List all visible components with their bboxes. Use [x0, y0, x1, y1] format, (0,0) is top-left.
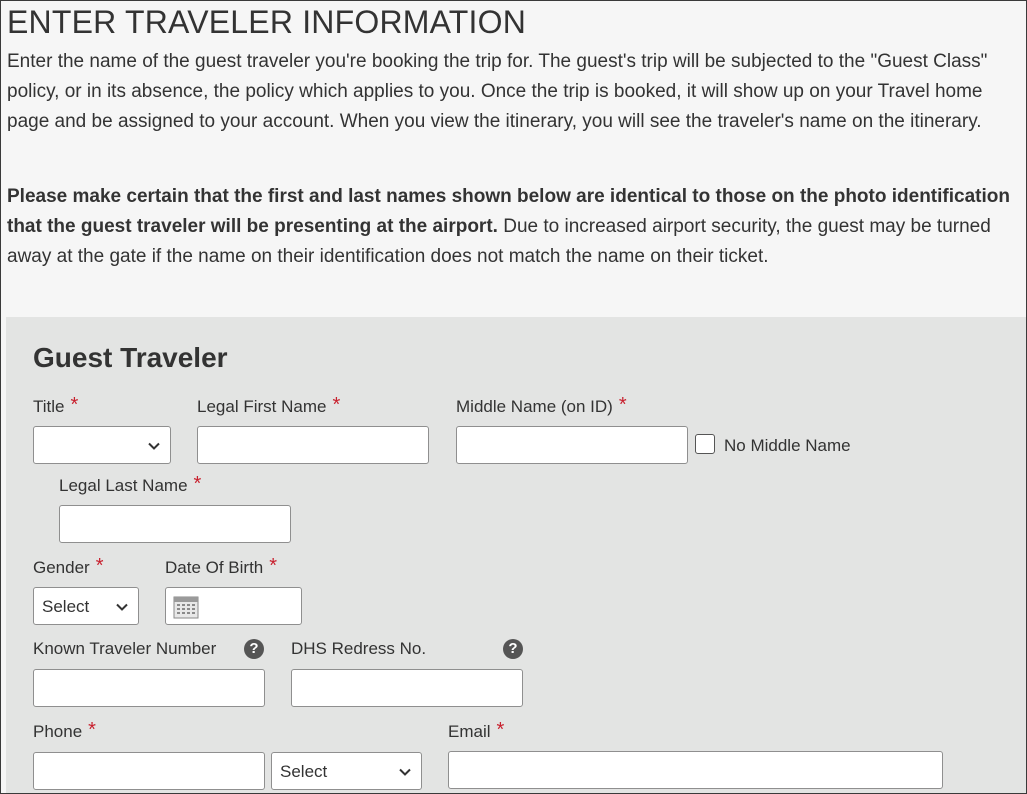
calendar-icon[interactable]	[173, 595, 199, 619]
gender-select[interactable]	[33, 587, 139, 625]
title-label-text: Title	[33, 397, 65, 416]
first-name-label	[197, 396, 340, 417]
middle-name-label	[456, 396, 627, 417]
dob-label	[165, 557, 277, 578]
dhs-redress-help-icon[interactable]: ?	[503, 639, 523, 659]
dob-input[interactable]	[165, 587, 302, 625]
email-label-text: Email	[448, 722, 491, 741]
chevron-down-icon	[398, 765, 412, 779]
no-middle-name-checkbox[interactable]	[695, 434, 715, 454]
email-label	[448, 721, 504, 742]
warning-bold-text: Please make certain that the first and last names shown below are identical to those on the photo identification that the guest traveler will be presenting at the airport.	[7, 186, 1010, 237]
required-mark: *	[193, 473, 202, 495]
required-mark: *	[618, 394, 627, 416]
required-mark: *	[496, 719, 505, 741]
required-mark: *	[70, 394, 79, 416]
phone-type-select-value: Select	[280, 762, 328, 781]
gender-label	[33, 557, 104, 578]
phone-input[interactable]	[33, 752, 265, 790]
phone-label	[33, 721, 96, 742]
dhs-redress-input[interactable]	[291, 669, 523, 707]
section-title: Guest Traveler	[33, 342, 228, 373]
intro-text: Enter the name of the guest traveler you're booking the trip for. The guest's trip will be subjected to the "Guest Class" policy, or in its absence, the policy which applies to you. Once the trip is booked, it will show up on your Travel home page and be assigned to your account. When you view the itinerary, you will see the traveler's name on the itinerary.	[7, 51, 988, 132]
email-input[interactable]	[448, 751, 943, 789]
known-traveler-help-icon[interactable]: ?	[244, 639, 264, 659]
dob-label-text: Date Of Birth	[165, 558, 264, 577]
last-name-label	[59, 475, 201, 496]
middle-name-label-text: Middle Name (on ID)	[456, 397, 613, 416]
chevron-down-icon	[115, 600, 129, 614]
gender-label-text: Gender	[33, 558, 90, 577]
required-mark: *	[332, 394, 341, 416]
page-title: ENTER TRAVELER INFORMATION	[7, 4, 527, 40]
last-name-input[interactable]	[59, 505, 291, 543]
title-label	[33, 396, 78, 417]
known-traveler-label: Known Traveler Number	[33, 639, 217, 658]
phone-label-text: Phone	[33, 722, 83, 741]
dhs-redress-label: DHS Redress No.	[291, 639, 427, 658]
guest-traveler-panel	[6, 317, 1027, 794]
required-mark: *	[269, 555, 278, 577]
last-name-label-text: Legal Last Name	[59, 476, 188, 495]
warning-text	[7, 182, 1021, 272]
middle-name-input[interactable]	[456, 426, 688, 464]
phone-type-select[interactable]	[271, 752, 422, 790]
gender-select-value: Select	[42, 597, 90, 616]
chevron-down-icon	[147, 439, 161, 453]
no-middle-name-label[interactable]: No Middle Name	[724, 436, 851, 455]
warning-rest-text: Due to increased airport security, the guest may be turned away at the gate if the name on their identification does not match the name on their ticket.	[7, 216, 991, 267]
title-select[interactable]	[33, 426, 171, 464]
required-mark: *	[95, 555, 104, 577]
required-mark: *	[88, 719, 96, 741]
first-name-label-text: Legal First Name	[197, 397, 327, 416]
first-name-input[interactable]	[197, 426, 429, 464]
known-traveler-input[interactable]	[33, 669, 265, 707]
